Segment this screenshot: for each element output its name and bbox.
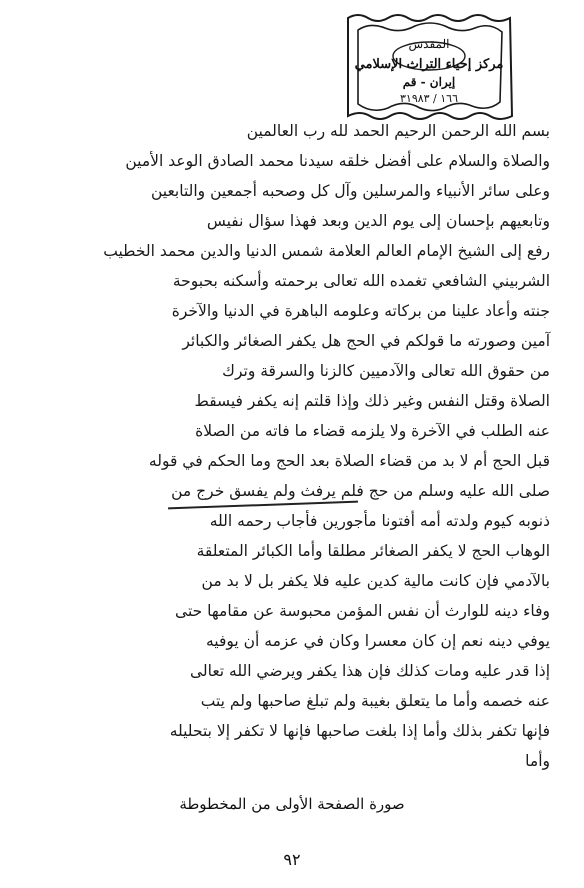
stamp-line-2: مركز إحياء التراث الإسلامي xyxy=(354,57,504,72)
manuscript-line: من حقوق الله تعالى والآدميين كالزنا والسرقة وترك xyxy=(222,362,550,380)
stamp-line-1: المقدس xyxy=(408,37,450,51)
manuscript-line: والصلاة والسلام على أفضل خلقه سيدنا محمد الصادق الوعد الأمين xyxy=(125,152,550,170)
manuscript-line: جنته وأعاد علينا من بركاته وعلومه الباهرة في الدنيا والآخرة xyxy=(171,302,550,320)
manuscript-line: وفاء دينه للوارث أن نفس المؤمن محبوسة عن مقامها حتى xyxy=(175,602,550,620)
manuscript-line: ذنوبه كيوم ولدته أمه أفتونا مأجورين فأجاب رحمه الله xyxy=(209,512,550,530)
manuscript-line: بسم الله الرحمن الرحيم الحمد لله رب العالمين xyxy=(246,122,550,140)
manuscript-text-block xyxy=(80,120,550,790)
stamp-line-4: ١٦٦ / ٣١٩٨٣ xyxy=(400,92,458,105)
library-stamp xyxy=(340,8,518,126)
manuscript-line: يوفي دينه نعم إن كان معسرا وكان في عزمه أن يوفيه xyxy=(206,632,550,650)
manuscript-line: وعلى سائر الأنبياء والمرسلين وآل كل وصحبه أجمعين والتابعين xyxy=(150,182,550,200)
manuscript-line: الصلاة وقتل النفس وغير ذلك وإذا قلتم إنه يكفر فيسقط xyxy=(194,392,550,410)
stamp-line-3: إيران - قم xyxy=(402,75,456,89)
manuscript-line: فإنها تكفر بذلك وأما إذا بلغت صاحبها فإنها لا تكفر إلا بتحليله xyxy=(169,722,550,740)
manuscript-line: إذا قدر عليه ومات كذلك فإن هذا يكفر ويرضي الله تعالى xyxy=(189,662,550,680)
manuscript-line: الشربيني الشافعي تغمده الله تعالى برحمته وأسكنه بحبوحة xyxy=(172,272,550,290)
manuscript-line: بالآدمي فإن كانت مالية كدين عليه فلا يكفر بل لا بد من xyxy=(201,572,550,590)
figure-caption: صورة الصفحة الأولى من المخطوطة xyxy=(179,795,405,813)
manuscript-line: عنه خصمه وأما ما يتعلق بغيبة ولم تبلغ صاحبها ولم يتب xyxy=(200,692,550,710)
manuscript-line: آمين وصورته ما قولكم في الحج هل يكفر الصغائر والكبائر xyxy=(182,332,550,350)
page-number: ٩٢ xyxy=(283,850,301,869)
manuscript-line: الوهاب الحج لا يكفر الصغائر مطلقا وأما الكبائر المتعلقة xyxy=(196,542,550,560)
manuscript-line: قبل الحج أم لا بد من قضاء الصلاة بعد الحج وما الحكم في قوله xyxy=(148,452,550,470)
manuscript-line: رفع إلى الشيخ الإمام العالم العلامة شمس الدنيا والدين محمد الخطيب xyxy=(103,242,550,260)
manuscript-line: عنه الطلب في الآخرة ولا يلزمه قضاء ما فاته من الصلاة xyxy=(195,422,550,440)
stamp-text xyxy=(340,8,518,126)
manuscript-line: وتابعيهم بإحسان إلى يوم الدين وبعد فهذا سؤال نفيس xyxy=(206,212,550,230)
manuscript-line: صلى الله عليه وسلم من حج فلم يرفث ولم يفسق خرج من xyxy=(171,482,550,500)
manuscript-line: وأما xyxy=(525,752,550,770)
